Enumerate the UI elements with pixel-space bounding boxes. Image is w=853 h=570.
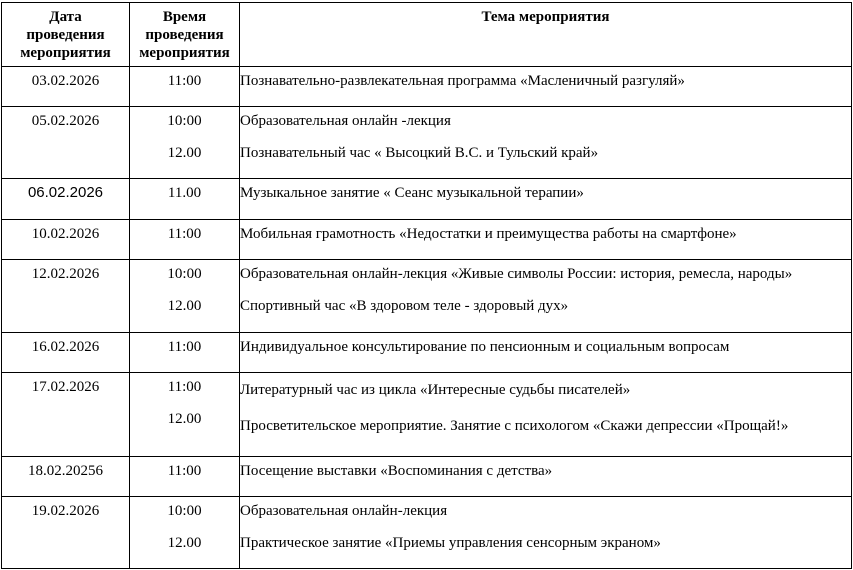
table-row [2, 179, 852, 220]
event-topic [240, 260, 852, 333]
header-row [2, 3, 852, 67]
event-time [130, 220, 240, 260]
event-time [130, 333, 240, 373]
cell-text: Время [162, 9, 207, 25]
cell-text: Образовательная онлайн -лекция [240, 113, 451, 129]
cell-text: 12.00 [167, 535, 202, 551]
cell-text: мероприятия [20, 45, 111, 61]
table-row [2, 260, 852, 333]
cell-text: Мобильная грамотность «Недостатки и преимущества работы на смартфоне» [240, 226, 737, 242]
table-row [2, 67, 852, 107]
event-date [2, 67, 130, 107]
event-date [2, 220, 130, 260]
table-row [2, 373, 852, 457]
event-date [2, 333, 130, 373]
table-row [2, 333, 852, 373]
event-time [130, 497, 240, 569]
cell-text: 12.00 [167, 145, 202, 161]
cell-text: 03.02.2026 [31, 73, 100, 89]
event-topic [240, 67, 852, 107]
cell-text: 19.02.2026 [31, 503, 100, 519]
cell-text: Практическое занятие «Приемы управления сенсорным экраном» [240, 535, 661, 551]
event-time [130, 373, 240, 457]
cell-text: 10:00 [167, 266, 202, 282]
cell-text: Познавательно-развлекательная программа «Масленичный разгуляй» [240, 73, 685, 89]
cell-text: Музыкальное занятие « Сеанс музыкальной терапии» [240, 185, 584, 201]
event-topic [240, 373, 852, 457]
cell-text: Посещение выставки «Воспоминания с детства» [240, 463, 553, 479]
table-row [2, 457, 852, 497]
event-topic [240, 107, 852, 179]
event-topic [240, 333, 852, 373]
header-topic [240, 3, 852, 67]
event-date [2, 457, 130, 497]
header-time [130, 3, 240, 67]
cell-text: 12.02.2026 [31, 266, 100, 282]
cell-text: Тема мероприятия [481, 9, 610, 25]
event-time [130, 67, 240, 107]
event-topic [240, 457, 852, 497]
cell-text: 11:00 [167, 73, 202, 89]
event-topic [240, 220, 852, 260]
cell-text: 12.00 [167, 298, 202, 314]
event-date [2, 179, 130, 220]
cell-text: 10:00 [167, 503, 202, 519]
table-row [2, 220, 852, 260]
cell-text: проведения [145, 27, 224, 43]
cell-text: 17.02.2026 [31, 379, 100, 395]
cell-text: 05.02.2026 [31, 113, 100, 129]
cell-text: Образовательная онлайн-лекция «Живые символы России: история, ремесла, народы» [240, 266, 793, 282]
event-time [130, 457, 240, 497]
event-date [2, 260, 130, 333]
event-time [130, 260, 240, 333]
cell-text: 10.02.2026 [31, 226, 100, 242]
event-date [2, 373, 130, 457]
cell-text: 11:00 [167, 339, 202, 355]
cell-text: Дата [49, 9, 82, 25]
cell-text: 06.02.2026 [27, 184, 104, 201]
cell-text: проведения [26, 27, 105, 43]
cell-text: 11:00 [167, 226, 202, 242]
cell-text: Просветительское мероприятие. Занятие с психологом «Скажи депрессии «Прощай!» [240, 418, 789, 434]
event-time [130, 179, 240, 220]
event-date [2, 107, 130, 179]
cell-text: 16.02.2026 [31, 339, 100, 355]
cell-text: 12.00 [167, 411, 202, 427]
header-date [2, 3, 130, 67]
event-topic [240, 497, 852, 569]
cell-text: 11.00 [167, 185, 202, 201]
cell-text: Спортивный час «В здоровом теле - здоровый дух» [240, 298, 569, 314]
table-row [2, 107, 852, 179]
event-date [2, 497, 130, 569]
cell-text: 10:00 [167, 113, 202, 129]
cell-text: Познавательный час « Высоцкий В.С. и Тульский край» [240, 145, 599, 161]
cell-text: 11:00 [167, 463, 202, 479]
table-row [2, 497, 852, 569]
cell-text: Литературный час из цикла «Интересные судьбы писателей» [240, 382, 631, 398]
cell-text: Образовательная онлайн-лекция [240, 503, 448, 519]
schedule-table [1, 2, 852, 569]
cell-text: 11:00 [167, 379, 202, 395]
event-topic [240, 179, 852, 220]
cell-text: 18.02.20256 [28, 463, 103, 479]
cell-text: Индивидуальное консультирование по пенсионным и социальным вопросам [240, 339, 730, 355]
event-time [130, 107, 240, 179]
cell-text: мероприятия [139, 45, 230, 61]
